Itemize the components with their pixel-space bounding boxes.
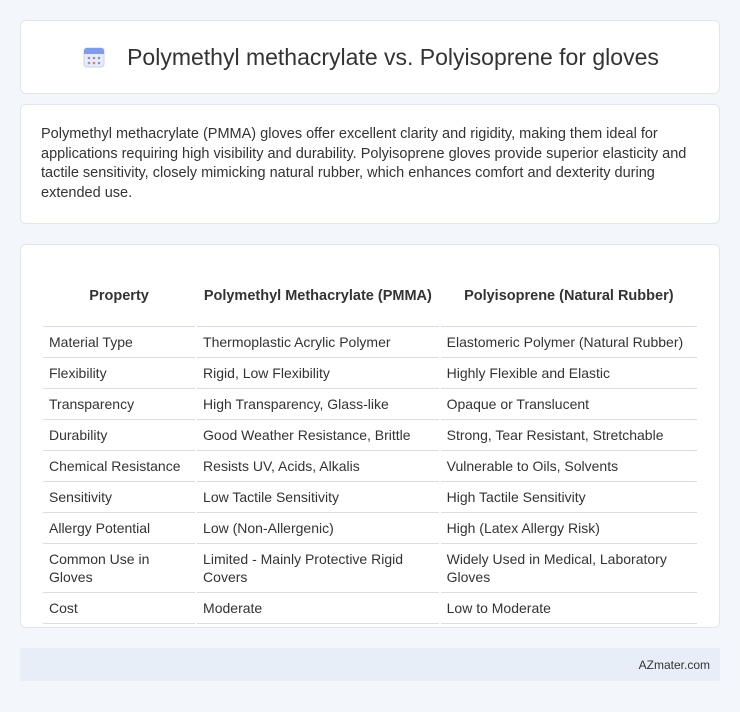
table-cell: Highly Flexible and Elastic xyxy=(441,358,697,389)
table-cell: Sensitivity xyxy=(43,482,195,513)
table-cell: Material Type xyxy=(43,327,195,358)
table-cell: Low to Moderate xyxy=(441,593,697,624)
table-cell: Cost xyxy=(43,593,195,624)
column-header-property: Property xyxy=(43,265,195,327)
table-cell: Rigid, Low Flexibility xyxy=(197,358,439,389)
summary-text: Polymethyl methacrylate (PMMA) gloves offer excellent clarity and rigidity, making them ideal for applications requiring high visibility and durability. Polyisoprene gloves provide superior elasticity and tactile sensitivity, closely mimicking natural rubber, which enhances comfort and dexterity during extended use. xyxy=(41,126,687,201)
header-card xyxy=(20,20,720,94)
footer-brand: AZmater.com xyxy=(638,657,710,672)
table-cell: Thermoplastic Acrylic Polymer xyxy=(197,327,439,358)
column-header-polyisoprene: Polyisoprene (Natural Rubber) xyxy=(441,265,697,327)
table-row xyxy=(43,389,697,420)
calendar-icon xyxy=(81,44,107,70)
table-row xyxy=(43,451,697,482)
table-cell: Low Tactile Sensitivity xyxy=(197,482,439,513)
table-row xyxy=(43,544,697,593)
table-cell: Transparency xyxy=(43,389,195,420)
table-cell: Opaque or Translucent xyxy=(441,389,697,420)
table-cell: Allergy Potential xyxy=(43,513,195,544)
header xyxy=(81,44,659,71)
table-row xyxy=(43,482,697,513)
table-cell: Moderate xyxy=(197,593,439,624)
table-cell: Widely Used in Medical, Laboratory Gloves xyxy=(441,544,697,593)
page-title: Polymethyl methacrylate vs. Polyisoprene for gloves xyxy=(127,43,659,70)
table-cell: Durability xyxy=(43,420,195,451)
table-cell: High Transparency, Glass-like xyxy=(197,389,439,420)
table-cell: Strong, Tear Resistant, Stretchable xyxy=(441,420,697,451)
table-cell: Elastomeric Polymer (Natural Rubber) xyxy=(441,327,697,358)
table-cell: High (Latex Allergy Risk) xyxy=(441,513,697,544)
comparison-table xyxy=(41,265,699,624)
table-row xyxy=(43,327,697,358)
table-cell: Good Weather Resistance, Brittle xyxy=(197,420,439,451)
table-cell: Low (Non-Allergenic) xyxy=(197,513,439,544)
table-row xyxy=(43,593,697,624)
column-header-pmma: Polymethyl Methacrylate (PMMA) xyxy=(197,265,439,327)
table-cell: Vulnerable to Oils, Solvents xyxy=(441,451,697,482)
table-card xyxy=(20,244,720,628)
summary-card xyxy=(20,104,720,224)
table-cell: Chemical Resistance xyxy=(43,451,195,482)
table-cell: High Tactile Sensitivity xyxy=(441,482,697,513)
table-row xyxy=(43,513,697,544)
table-cell: Limited - Mainly Protective Rigid Covers xyxy=(197,544,439,593)
table-cell: Flexibility xyxy=(43,358,195,389)
table-row xyxy=(43,420,697,451)
table-cell: Resists UV, Acids, Alkalis xyxy=(197,451,439,482)
footer xyxy=(20,648,720,681)
table-row xyxy=(43,358,697,389)
table-cell: Common Use in Gloves xyxy=(43,544,195,593)
table-header-row xyxy=(43,265,697,327)
